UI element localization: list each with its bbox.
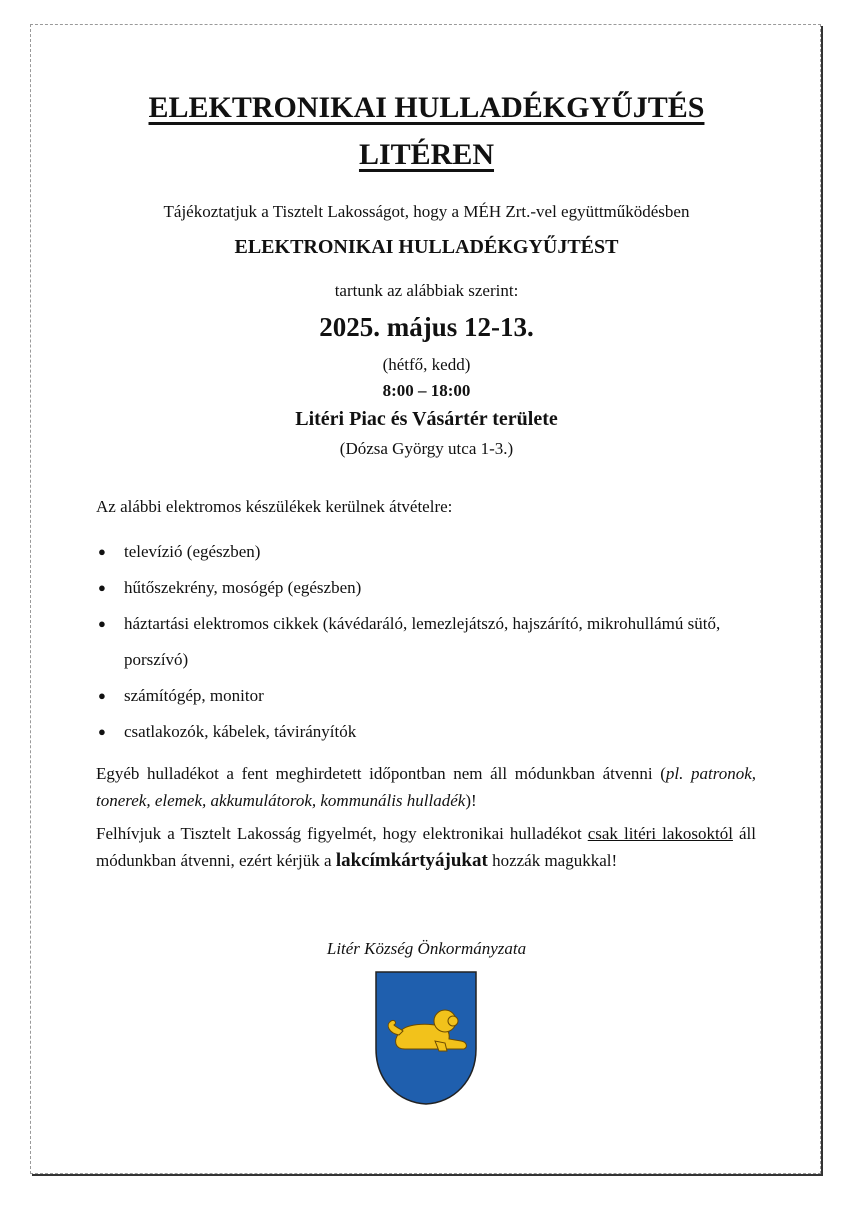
event-address: (Dózsa György utca 1-3.) bbox=[339, 439, 514, 458]
coat-of-arms-icon bbox=[375, 971, 477, 1105]
residency-notice: Felhívjuk a Tisztelt Lakosság figyelmét, hogy elektronikai hulladékot csak litéri lakosoktól áll módunkban átvenni, ezért kérjük a lakcímkártyájukat hozzák magukkal! bbox=[96, 824, 756, 871]
list-item: ● televízió (egészben) bbox=[96, 534, 756, 570]
bullet-icon: ● bbox=[98, 724, 106, 739]
list-item: ● csatlakozók, kábelek, távirányítók bbox=[96, 714, 756, 750]
title-line-1: ELEKTRONIKAI HULLADÉKGYŰJTÉS bbox=[148, 91, 705, 124]
bullet-icon: ● bbox=[98, 544, 106, 559]
document-page bbox=[30, 24, 821, 1174]
list-item: ● háztartási elektromos cikkek (kávédaráló, lemezlejátszó, hajszárító, mikrohullámú sütő, porszívó) bbox=[96, 606, 756, 678]
event-time: 8:00 – 18:00 bbox=[382, 381, 471, 400]
bullet-icon: ● bbox=[98, 616, 106, 631]
title-line-2: LITÉREN bbox=[358, 138, 495, 171]
event-place: Litéri Piac és Vásártér területe bbox=[295, 408, 558, 430]
items-heading: Az alábbi elektromos készülékek kerülnek átvételre: bbox=[96, 497, 453, 516]
bullet-icon: ● bbox=[98, 580, 106, 595]
list-item: ● számítógép, monitor bbox=[96, 678, 756, 714]
bullet-icon: ● bbox=[98, 688, 106, 703]
accepted-items-list bbox=[96, 534, 756, 750]
subject-heading: ELEKTRONIKAI HULLADÉKGYŰJTÉST bbox=[234, 236, 619, 258]
event-date: 2025. május 12-13. bbox=[319, 312, 534, 342]
other-waste-notice: Egyéb hulladékot a fent meghirdetett időpontban nem áll módunkban átvenni (pl. patronok, tonerek, elemek, akkumulátorok, kommunális hulladék)! bbox=[96, 764, 756, 810]
event-days: (hétfő, kedd) bbox=[382, 355, 471, 374]
intro-text-2: tartunk az alábbiak szerint: bbox=[334, 281, 519, 300]
signature: Litér Község Önkormányzata bbox=[326, 939, 527, 958]
intro-text: Tájékoztatjuk a Tisztelt Lakosságot, hogy a MÉH Zrt.-vel együttműködésben bbox=[163, 202, 690, 221]
list-item: ● hűtőszekrény, mosógép (egészben) bbox=[96, 570, 756, 606]
